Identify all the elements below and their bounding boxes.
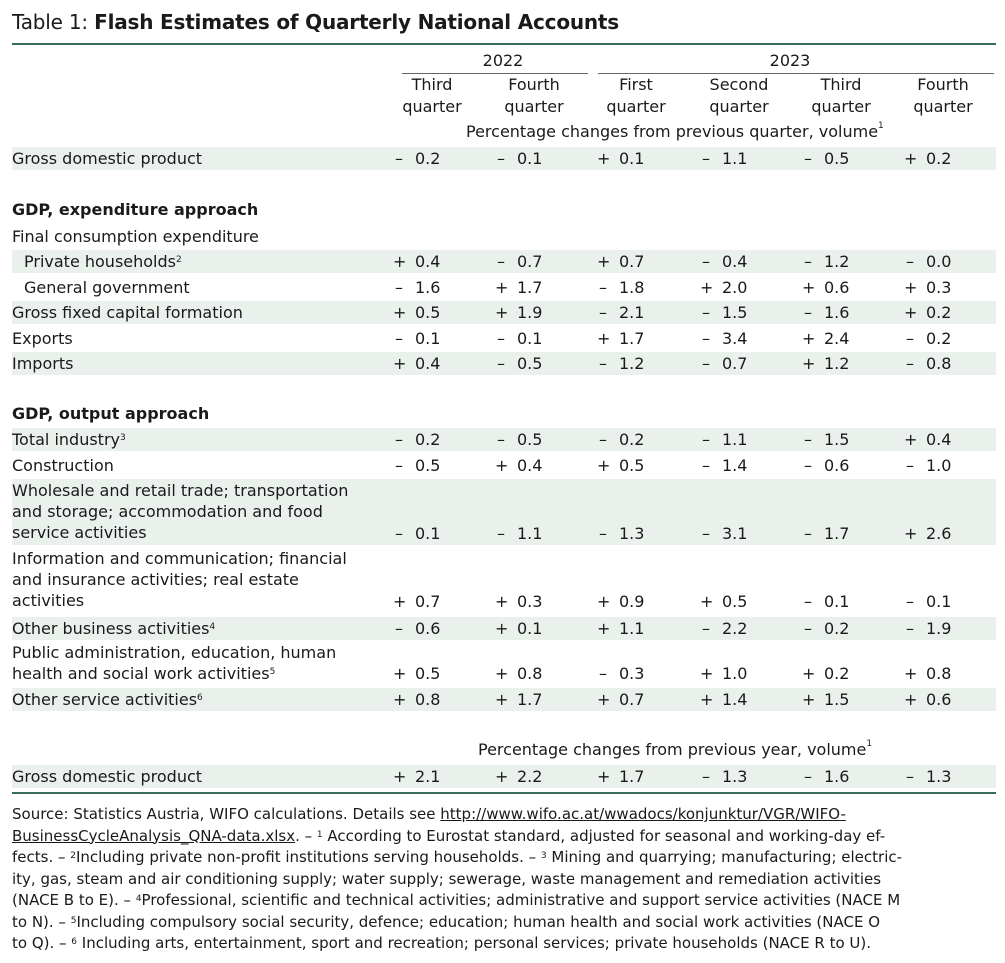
table-title: [12, 10, 619, 34]
source-link-continued[interactable]: BusinessCycleAnalysis_QNA-data.xlsx: [12, 826, 296, 845]
year-2023: 2023: [769, 51, 811, 70]
table-row: Wholesale and retail trade; transportation and storage; accommodation and food service activities – 0.1 – 1.1 – 1.3 – 3.1 – 1.7 + 2.6: [12, 479, 996, 545]
row-label: Construction: [12, 456, 114, 475]
row-label: Other service activities$^6$: [12, 690, 203, 709]
bottom-rule: [12, 792, 996, 794]
row-label: Wholesale and retail trade; transportation and storage; accommodation and food service activities: [12, 481, 349, 542]
row-label: Gross fixed capital formation: [12, 303, 243, 322]
source-link[interactable]: http://www.wifo.ac.at/wwadocs/konjunktur/VGR/WIFO-: [440, 805, 846, 823]
row-label: Information and communication; financial and insurance activities; real estate activities: [12, 549, 347, 610]
year-2022: 2022: [482, 51, 524, 70]
table-row: Construction – 0.5 + 0.4 + 0.5 – 1.4 – 0.6 – 1.0: [12, 456, 952, 475]
table-row: Private households$^2$ + 0.4 – 0.7 + 0.7 – 0.4 – 1.2 – 0.0: [12, 250, 996, 273]
unit-quarter-label: Percentage changes from previous quarter, volume$^1$: [466, 121, 884, 141]
table-row: Gross fixed capital formation + 0.5 + 1.9 – 2.1 – 1.5 – 1.6 + 0.2: [12, 301, 996, 324]
table-title-text: Flash Estimates of Quarterly National Accounts: [94, 10, 620, 34]
row-label: Total industry$^3$: [12, 430, 126, 449]
column-header: Third quarter: [811, 75, 871, 116]
row-label: Exports: [12, 329, 73, 348]
column-header: Fourth quarter: [504, 75, 564, 116]
table-row: Exports – 0.1 – 0.1 + 1.7 – 3.4 + 2.4 – 0.2: [12, 329, 952, 348]
table-row: [12, 225, 996, 248]
section-heading-expenditure: GDP, expenditure approach: [12, 200, 259, 219]
table-number: Table 1:: [12, 10, 95, 34]
row-label: Other business activities$^4$: [12, 619, 216, 638]
footnote: Source: Statistics Austria, WIFO calculations. Details see http://www.wifo.ac.at/wwadocs/konjunktur/VGR/WIFO- BusinessCycleAnalysis_QNA-data.xlsx. – $^1$ According to Eurostat standard, adjusted for seasonal and working-day ef- fects. – $^2$Including private non-profit institutions serving households. – $^3$ Mining and quarrying; manufacturing; electric- ity, gas, steam and air conditioning supply; water supply; sewerage, waste management and remediation activities (NACE B to E). – $^4$Professional, scientific and technical activities; administrative and support service activities (NACE M to N). – $^5$Including compulsory social security, defence; education; human health and social work activities (NACE O to Q). – $^6$ Including arts, entertainment, sport and recreation; personal services; private households (NACE R to U).: [12, 805, 903, 952]
title-rule: [12, 43, 996, 45]
row-label: Gross domestic product: [12, 149, 203, 168]
unit-year-label: Percentage changes from previous year, volume$^1$: [478, 739, 873, 759]
table-row: Public administration, education, human health and social work activities$^5$ + 0.5 + 0.8 – 0.3 + 1.0 + 0.2 + 0.8: [12, 643, 952, 683]
column-header: Fourth quarter: [913, 75, 973, 116]
row-label: Private households$^2$: [24, 252, 182, 271]
table-row: Gross domestic product + 2.1 + 2.2 + 1.7 – 1.3 – 1.6 – 1.3: [12, 765, 996, 788]
table-row: Imports + 0.4 – 0.5 – 1.2 – 0.7 + 1.2 – 0.8: [12, 352, 996, 375]
table-row: Other service activities$^6$ + 0.8 + 1.7 + 0.7 + 1.4 + 1.5 + 0.6: [12, 688, 996, 711]
column-header: Second quarter: [709, 75, 769, 116]
row-label: Final consumption expenditure: [12, 227, 259, 246]
table-row: General government – 1.6 + 1.7 – 1.8 + 2.0 + 0.6 + 0.3: [24, 278, 952, 297]
row-label: Imports: [12, 354, 74, 373]
section-heading-output: GDP, output approach: [12, 404, 210, 423]
column-header: First quarter: [606, 75, 666, 116]
row-label: Gross domestic product: [12, 767, 203, 786]
row-label: General government: [24, 278, 190, 297]
table-row: Total industry$^3$ – 0.2 – 0.5 – 0.2 – 1.1 – 1.5 + 0.4: [12, 428, 996, 451]
table-row: Gross domestic product – 0.2 – 0.1 + 0.1 – 1.1 – 0.5 + 0.2: [12, 147, 996, 170]
row-label: Public administration, education, human health and social work activities$^5$: [12, 643, 337, 683]
table-row: Other business activities$^4$ – 0.6 + 0.1 + 1.1 – 2.2 – 0.2 – 1.9: [12, 617, 996, 640]
table-row: Information and communication; financial and insurance activities; real estate activities + 0.7 + 0.3 + 0.9 + 0.5 – 0.1 – 0.1: [12, 549, 952, 611]
column-header: Third quarter: [402, 75, 462, 116]
